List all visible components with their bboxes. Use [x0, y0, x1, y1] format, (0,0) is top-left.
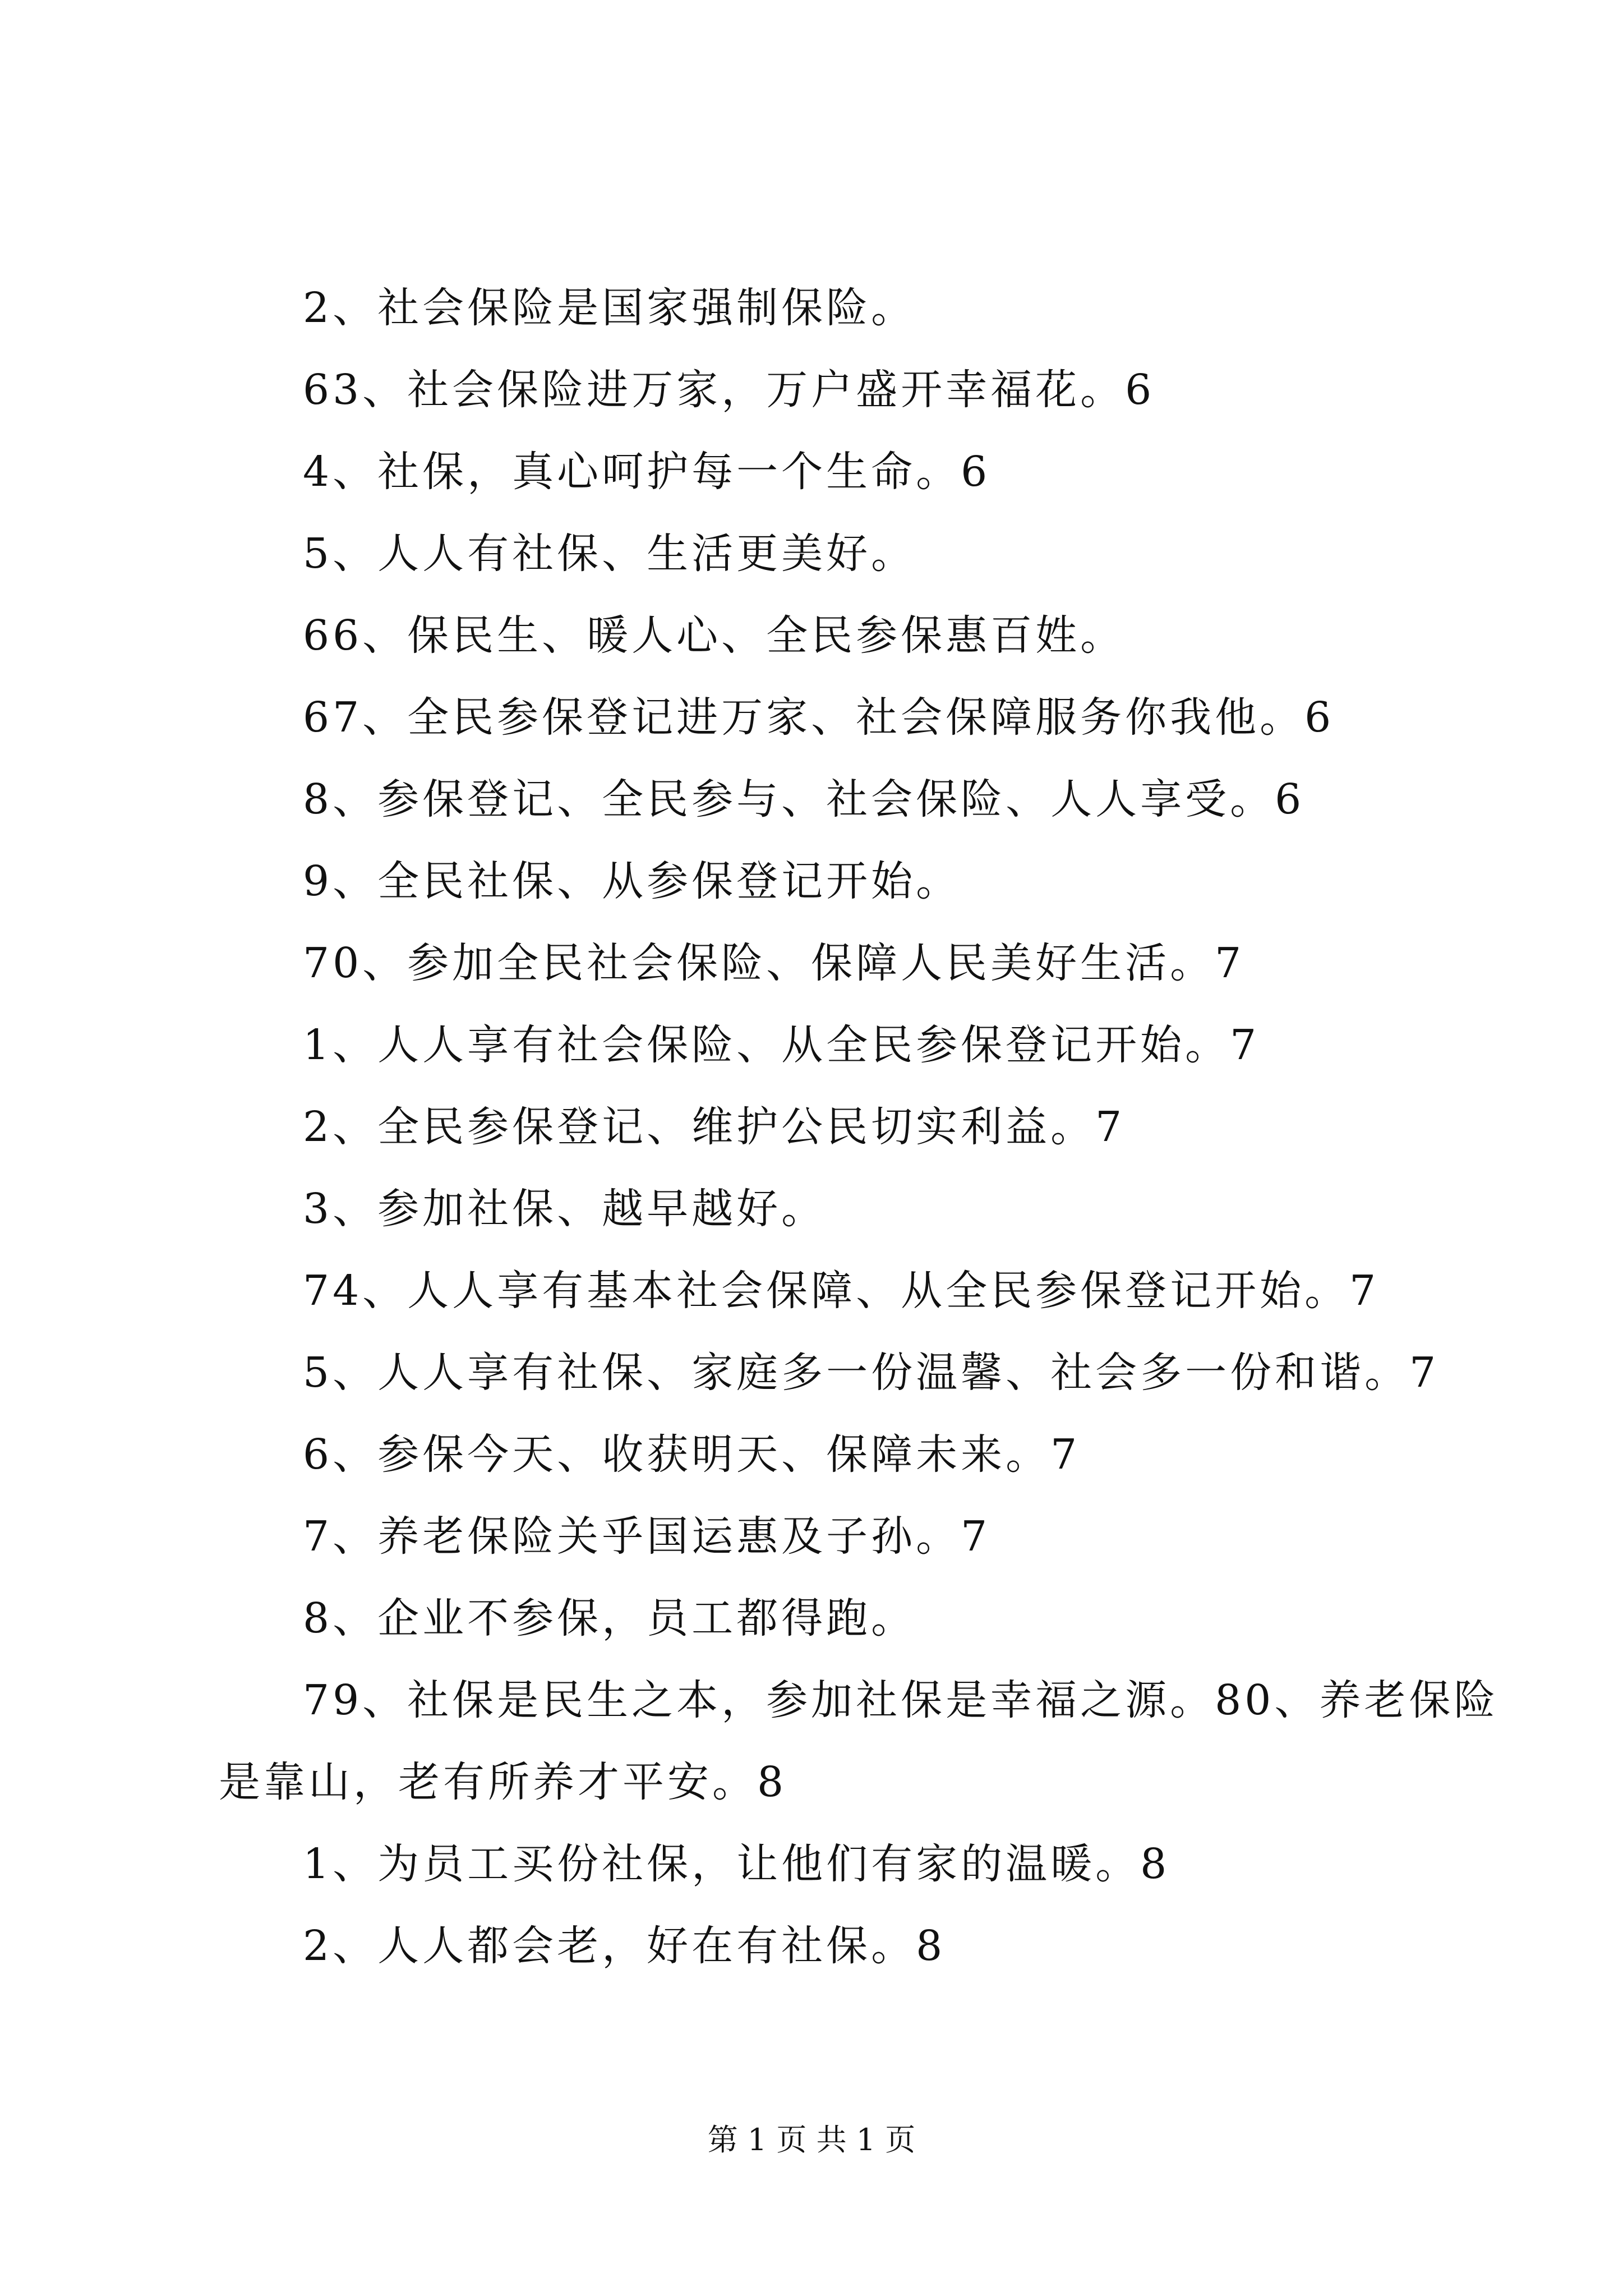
text-line: 1、为员工买份社保，让他们有家的温暖。8: [303, 1840, 1170, 1888]
text-line: 5、人人有社保、生活更美好。: [303, 530, 916, 578]
text-line: 8、参保登记、全民参与、社会保险、人人享受。6: [303, 775, 1305, 823]
wrapped-paragraph-second-line: 是靠山，老有所养才平安。8: [219, 1758, 787, 1806]
text-line: 2、人人都会老，好在有社保。8: [303, 1922, 946, 1970]
text-line: 5、人人享有社保、家庭多一份温馨、社会多一份和谐。7: [303, 1349, 1440, 1397]
text-line: 66、保民生、暖人心、全民参保惠百姓。: [303, 611, 1126, 660]
text-line: 4、社保，真心呵护每一个生命。6: [303, 448, 991, 496]
text-line: 6、参保今天、收获明天、保障未来。7: [303, 1430, 1081, 1479]
text-line: 2、全民参保登记、维护公民切实利益。7: [303, 1103, 1126, 1151]
text-line: 63、社会保险进万家，万户盛开幸福花。6: [303, 366, 1155, 414]
text-line: 1、人人享有社会保险、从全民参保登记开始。7: [303, 1021, 1260, 1069]
wrapped-paragraph-first-line: 79、社保是民生之本，参加社保是幸福之源。80、养老保险: [303, 1676, 1499, 1724]
document-body: [219, 267, 1499, 1987]
text-line: 67、全民参保登记进万家、社会保障服务你我他。6: [303, 693, 1335, 742]
text-line: 3、参加社保、越早越好。: [303, 1185, 827, 1233]
text-line: 70、参加全民社会保险、保障人民美好生活。7: [303, 939, 1245, 987]
text-line: 7、养老保险关乎国运惠及子孙。7: [303, 1512, 991, 1561]
text-line: 8、企业不参保，员工都得跑。: [303, 1594, 916, 1642]
page-footer: 第 1 页 共 1 页: [707, 2122, 916, 2157]
text-line: 2、社会保险是国家强制保险。: [303, 284, 916, 332]
text-line: 74、人人享有基本社会保障、从全民参保登记开始。7: [303, 1267, 1380, 1315]
text-line: 9、全民社保、从参保登记开始。: [303, 857, 961, 905]
